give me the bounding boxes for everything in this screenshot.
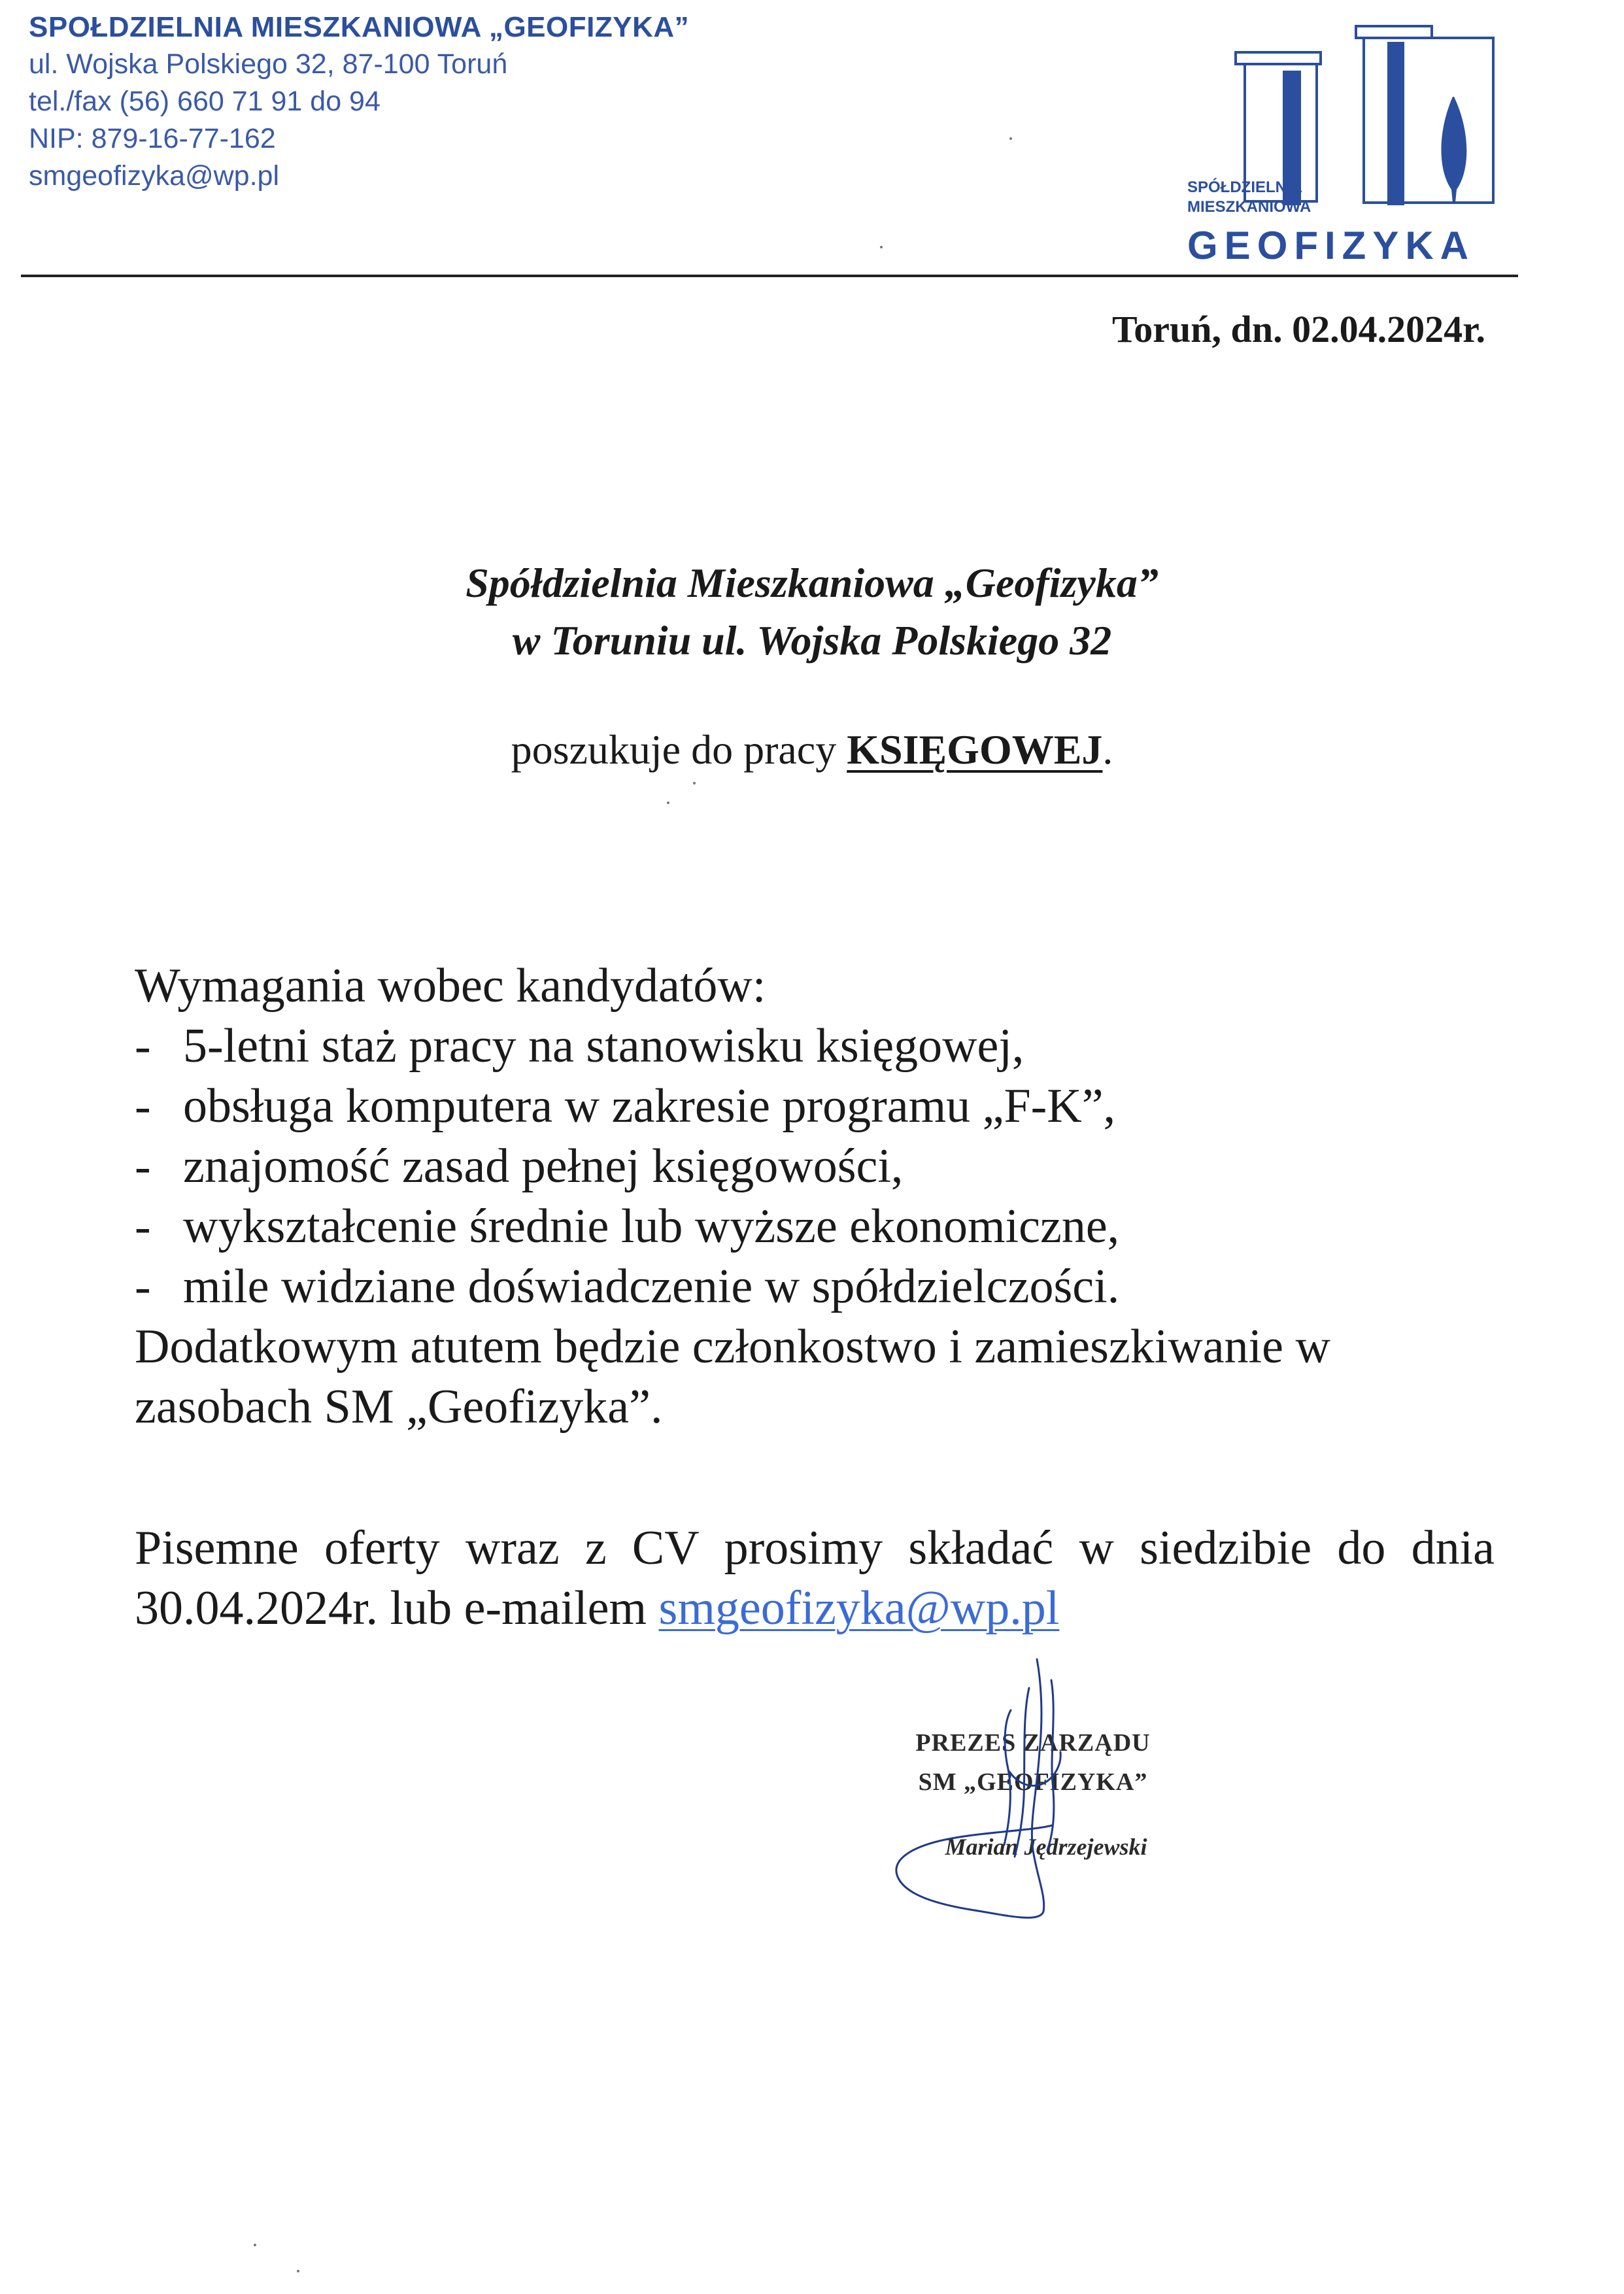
requirement-text: wykształcenie średnie lub wyższe ekonomiczne, xyxy=(183,1200,1120,1253)
scan-speck xyxy=(667,801,669,804)
scan-speck xyxy=(1009,137,1012,140)
seeking-suffix: . xyxy=(1102,726,1113,773)
list-item: - znajomość zasad pełnej księgowości, xyxy=(135,1139,904,1193)
requirements-list xyxy=(135,1016,1495,1317)
company-logo xyxy=(1183,18,1536,273)
requirement-text: znajomość zasad pełnej księgowości, xyxy=(183,1139,904,1193)
letterhead-email: smgeofizyka@wp.pl xyxy=(29,160,280,192)
list-item: - obsługa komputera w zakresie programu „F-K”, xyxy=(135,1079,1116,1133)
letterhead-nip: NIP: 879-16-77-162 xyxy=(29,123,276,154)
stamp-title-line2: SM „GEOFIZYKA” xyxy=(918,1768,1148,1796)
date-line: Toruń, dn. 02.04.2024r. xyxy=(1111,308,1485,350)
requirement-text: obsługa komputera w zakresie programu „F-K”, xyxy=(183,1079,1116,1133)
announcement-org xyxy=(0,554,1624,669)
scan-speck xyxy=(880,246,883,248)
scan-speck xyxy=(693,782,696,784)
stamp-title-line1: PREZES ZARZĄDU xyxy=(915,1729,1151,1757)
requirements-section xyxy=(135,956,1495,1437)
logo-line2: MIESZKANIOWA xyxy=(1187,198,1311,216)
seeking-prefix: poszukuje do pracy xyxy=(511,726,847,773)
scan-speck xyxy=(254,2244,256,2246)
signature-stamp xyxy=(902,1718,1177,1927)
logo-line1: SPÓŁDZIELNIA xyxy=(1187,178,1303,196)
header-divider xyxy=(21,275,1518,277)
announcement-org-line2: w Toruniu ul. Wojska Polskiego 32 xyxy=(512,617,1112,664)
offers-text: Pisemne oferty wraz z CV prosimy składać w siedzibie do dnia 30.04.2024r. lub e-mailem xyxy=(135,1521,1495,1635)
requirement-text: mile widziane doświadczenie w spółdzielczości. xyxy=(183,1260,1120,1313)
announcement-org-line1: Spółdzielnia Mieszkaniowa „Geofizyka” xyxy=(465,560,1159,606)
position-title: KSIĘGOWEJ xyxy=(847,726,1103,773)
letterhead-phone: tel./fax (56) 660 71 91 do 94 xyxy=(29,86,381,117)
list-item: - mile widziane doświadczenie w spółdzielczości. xyxy=(135,1260,1120,1313)
letterhead-address: ul. Wojska Polskiego 32, 87-100 Toruń xyxy=(29,48,508,80)
logo-brand: GEOFIZYKA xyxy=(1187,224,1476,267)
requirements-heading: Wymagania wobec kandydatów: xyxy=(135,959,766,1013)
announcement-seeking xyxy=(0,726,1624,774)
letterhead xyxy=(29,9,813,195)
requirement-text: 5-letni staż pracy na stanowisku księgowej, xyxy=(183,1019,1024,1073)
requirements-bonus: Dodatkowym atutem będzie członkostwo i zamieszkiwanie w zasobach SM „Geofizyka”. xyxy=(135,1320,1330,1434)
list-item: - 5-letni staż pracy na stanowisku księgowej, xyxy=(135,1019,1024,1073)
stamp-name: Marian Jędrzejewski xyxy=(945,1834,1147,1860)
offers-section xyxy=(135,1518,1495,1638)
scan-speck xyxy=(297,2270,299,2272)
email-link[interactable]: smgeofizyka@wp.pl xyxy=(658,1581,1060,1635)
list-item: - wykształcenie średnie lub wyższe ekonomiczne, xyxy=(135,1200,1120,1253)
letterhead-org-name: SPOŁDZIELNIA MIESZKANIOWA „GEOFIZYKA” xyxy=(29,11,690,43)
